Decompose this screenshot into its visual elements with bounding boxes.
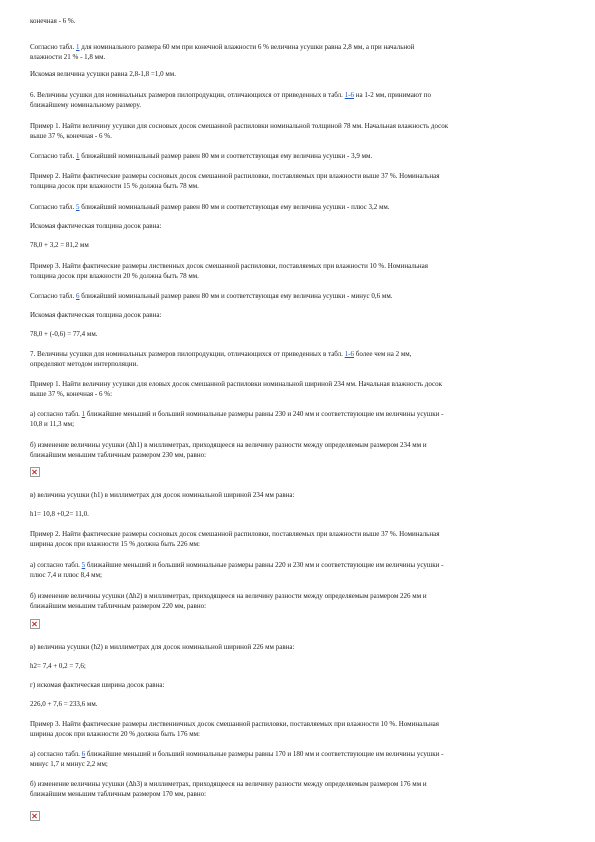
- text-line: [30, 262, 570, 271]
- table-link[interactable]: 5: [81, 561, 86, 569]
- text-line: [30, 451, 570, 460]
- text-line: [30, 330, 570, 339]
- text-line: [30, 441, 570, 450]
- text-run: Искомая величина усушки равна 2,8-1,8 =1,0 мм.: [30, 70, 176, 78]
- text-run: ближайшие меньший и больший номинальные размеры равны 230 и 240 мм и соответствующие им величины усушки -: [85, 410, 444, 418]
- text-run: г) искомая фактическая ширина досок равна:: [30, 681, 165, 689]
- broken-image-icon: [30, 811, 40, 821]
- text-line: [30, 662, 570, 671]
- table-link[interactable]: 5: [76, 203, 80, 211]
- text-run: 6. Величины усушки для номинальных размеров пилопродукции, отличающихся от приведенных в табл.: [30, 91, 345, 99]
- text-run: для номинального размера 60 мм при конечной влажности 6 % величина усушки равна 2,8 мм, а при начальной: [79, 43, 415, 51]
- text-run: а) согласно табл.: [30, 750, 82, 758]
- text-run: 78,0 + (-0,6) = 77,4 мм.: [30, 330, 98, 338]
- text-line: [30, 70, 570, 79]
- text-run: Пример 1. Найти величину усушки для еловых досок смешанной распиловки номинальной шириной 234 мм. Начальная влажность досок: [30, 380, 442, 388]
- text-line: [30, 540, 570, 549]
- text-run: Искомая фактическая толщина досок равна:: [30, 222, 162, 230]
- table-link[interactable]: 1-6: [344, 350, 355, 358]
- text-line: [30, 43, 570, 52]
- text-run: выше 37 %, конечная - 6 %:: [30, 390, 113, 398]
- text-line: [30, 510, 570, 519]
- text-run: в) величина усушки (h1) в миллиметрах для досок номинальной шириной 234 мм равна:: [30, 491, 295, 499]
- text-line: [30, 182, 570, 191]
- text-line: [30, 491, 570, 500]
- text-run: ближайшим меньшим табличным размером 170 мм, равно:: [30, 790, 207, 798]
- text-line: [30, 172, 570, 181]
- text-line: [30, 132, 570, 141]
- broken-image-icon: [30, 467, 40, 477]
- text-run: минус 1,7 и минус 2,2 мм;: [30, 760, 108, 768]
- text-line: [30, 730, 570, 739]
- text-run: ширина досок при влажности 15 % должна быть 226 мм:: [30, 540, 201, 548]
- text-line: [30, 101, 570, 110]
- text-line: [30, 152, 570, 161]
- text-run: ближайшему номинальному размеру.: [30, 101, 141, 109]
- text-run: плюс 7,4 и плюс 8,4 мм;: [30, 571, 102, 579]
- text-line: [30, 222, 570, 231]
- table-link[interactable]: 1: [76, 152, 80, 160]
- text-run: h2= 7,4 + 0,2 = 7,6;: [30, 662, 86, 670]
- text-run: выше 37 %, конечная - 6 %.: [30, 132, 112, 140]
- text-line: [30, 410, 570, 419]
- text-run: б) изменение величины усушки (Δh1) в миллиметрах, приходящееся на величину разности между определяемым размером 234 мм и: [30, 441, 427, 449]
- text-run: более чем на 2 мм,: [354, 350, 412, 358]
- text-run: Пример 2. Найти фактические размеры сосновых досок смешанной распиловки, поставляемых при влажности выше 37 %. Номинальная: [30, 530, 440, 538]
- text-line: [30, 292, 570, 301]
- text-run: б) изменение величины усушки (Δh3) в миллиметрах, приходящееся на величину разности между определяемым размером 176 мм и: [30, 780, 427, 788]
- text-line: [30, 780, 570, 789]
- text-line: [30, 643, 570, 652]
- text-line: [30, 203, 570, 212]
- text-run: а) согласно табл.: [30, 410, 82, 418]
- table-link[interactable]: 1: [76, 43, 80, 51]
- text-line: [30, 602, 570, 611]
- table-link[interactable]: 1: [81, 410, 86, 418]
- text-run: Пример 2. Найти фактические размеры сосновых досок смешанной распиловки, поставляемых при влажности выше 37 %. Номинальная: [30, 172, 440, 180]
- text-run: Согласно табл.: [30, 43, 77, 51]
- text-run: определяют методом интерполяции.: [30, 360, 139, 368]
- text-run: Пример 3. Найти фактические размеры лиственных досок смешанной распиловки, поставляемых при влажности 10 %. Номинальная: [30, 262, 428, 270]
- text-line: [30, 561, 570, 570]
- text-run: ближайшие меньший и больший номинальные размеры равны 170 и 180 мм и соответствующие им величины усушки -: [85, 750, 444, 758]
- text-line: [30, 681, 570, 690]
- text-run: в) величина усушки (h2) в миллиметрах для досок номинальной шириной 226 мм равна:: [30, 643, 295, 651]
- text-run: Пример 3. Найти фактические размеры лиственничных досок смешанной распиловки, поставляемых при влажности 10 %. Номинальная: [30, 720, 440, 728]
- text-run: толщина досок при влажности 15 % должна быть 78 мм.: [30, 182, 199, 190]
- text-run: ближайшим меньшим табличным размером 220 мм, равно:: [30, 602, 207, 610]
- text-run: ближайший номинальный размер равен 80 мм и соответствующая ему величина усушки - минус 0,6 мм.: [79, 292, 393, 300]
- text-run: а) согласно табл.: [30, 561, 82, 569]
- text-line: [30, 380, 570, 389]
- text-line: [30, 311, 570, 320]
- text-run: Согласно табл.: [30, 203, 77, 211]
- table-link[interactable]: 6: [81, 750, 86, 758]
- text-run: ближайшие меньший и больший номинальные размеры равны 220 и 230 мм и соответствующие им величины усушки -: [85, 561, 444, 569]
- text-run: 226,0 + 7,6 = 233,6 мм.: [30, 700, 98, 708]
- text-line: [30, 17, 570, 26]
- text-line: [30, 53, 570, 62]
- text-run: Пример 1. Найти величину усушки для сосновых досок смешанной распиловки номинальной толщиной 78 мм. Начальная влажность досок: [30, 122, 449, 130]
- text-line: [30, 700, 570, 709]
- text-line: [30, 420, 570, 429]
- text-line: [30, 592, 570, 601]
- text-line: [30, 91, 570, 100]
- text-line: [30, 241, 570, 250]
- broken-image-icon: [30, 619, 40, 629]
- text-run: влажности 21 % - 1,8 мм.: [30, 53, 106, 61]
- text-line: [30, 360, 570, 369]
- text-run: 78,0 + 3,2 = 81,2 мм: [30, 241, 89, 249]
- text-line: [30, 720, 570, 729]
- text-run: ближайшим меньшим табличным размером 230 мм, равно:: [30, 451, 207, 459]
- table-link[interactable]: 1-6: [344, 91, 355, 99]
- text-line: [30, 272, 570, 281]
- text-line: [30, 530, 570, 539]
- text-run: на 1-2 мм, принимают по: [354, 91, 431, 99]
- text-run: Согласно табл.: [30, 292, 77, 300]
- table-link[interactable]: 6: [76, 292, 80, 300]
- text-line: [30, 390, 570, 399]
- text-line: [30, 350, 570, 359]
- text-run: 7. Величины усушки для номинальных размеров пилопродукции, отличающихся от приведенных в табл.: [30, 350, 345, 358]
- text-run: Согласно табл.: [30, 152, 77, 160]
- text-run: h1= 10,8 +0,2= 11,0.: [30, 510, 89, 518]
- text-line: [30, 571, 570, 580]
- text-run: 10,8 и 11,3 мм;: [30, 420, 75, 428]
- text-run: Искомая фактическая толщина досок равна:: [30, 311, 162, 319]
- text-line: [30, 122, 570, 131]
- text-run: толщина досок при влажности 20 % должна быть 78 мм.: [30, 272, 199, 280]
- text-run: конечная - 6 %.: [30, 17, 76, 25]
- text-run: ширина досок при влажности 20 % должна быть 176 мм:: [30, 730, 201, 738]
- text-run: б) изменение величины усушки (Δh2) в миллиметрах, приходящееся на величину разности между определяемым размером 226 мм и: [30, 592, 427, 600]
- text-line: [30, 760, 570, 769]
- text-run: ближайший номинальный размер равен 80 мм и соответствующая ему величина усушки - плюс 3,2 мм.: [79, 203, 390, 211]
- text-line: [30, 750, 570, 759]
- text-run: ближайший номинальный размер равен 80 мм и соответствующая ему величина усушки - 3,9 мм.: [79, 152, 373, 160]
- text-line: [30, 790, 570, 799]
